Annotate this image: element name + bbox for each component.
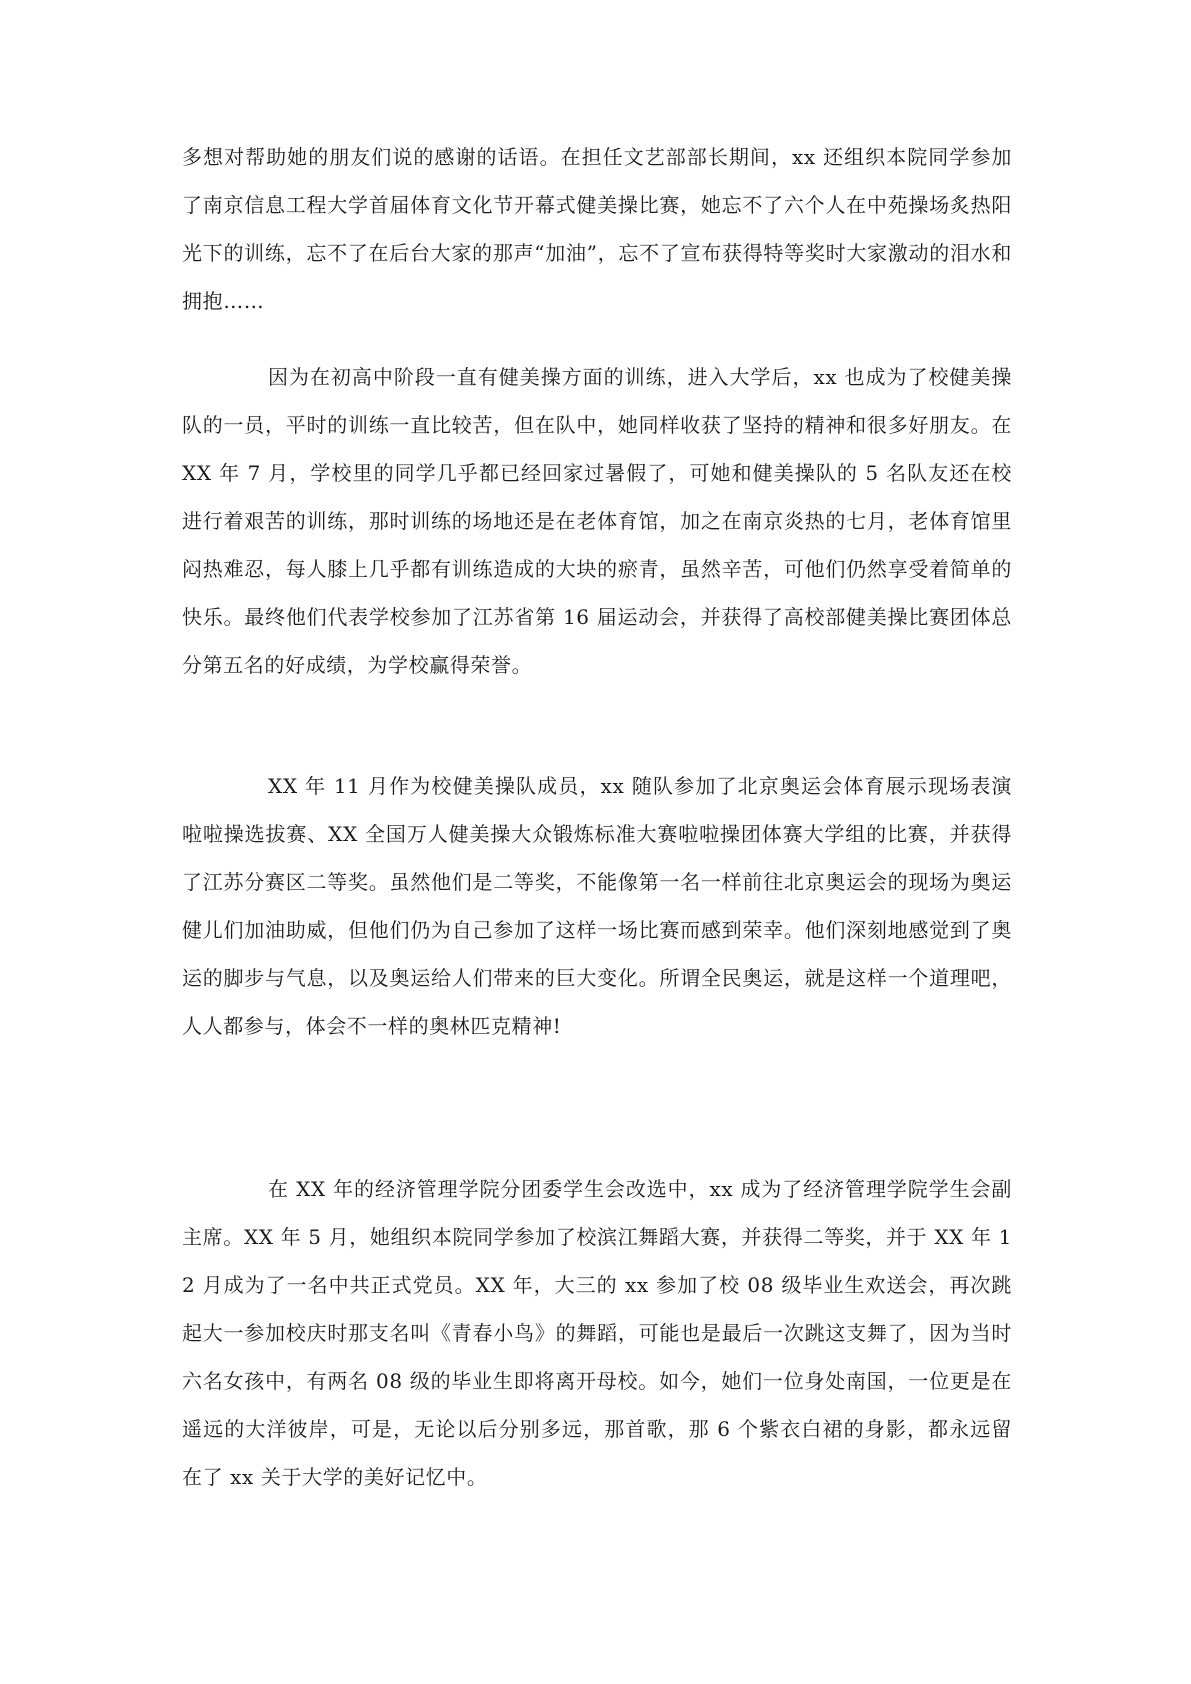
document-page xyxy=(182,0,1012,1684)
paragraph-3: XX 年 11 月作为校健美操队成员，xx 随队参加了北京奥运会体育展示现场表演啦啦操选拔赛、XX 全国万人健美操大众锻炼标准大赛啦啦操团体赛大学组的比赛，并获得了江苏分赛区二等奖。虽然他们是二等奖，不能像第一名一样前往北京奥运会的现场为奥运健儿们加油助威，但他们仍为自己参加了这样一场比赛而感到荣幸。他们深刻地感觉到了奥运的脚步与气息，以及奥运给人们带来的巨大变化。所谓全民奥运，就是这样一个道理吧，人人都参与，体会不一样的奥林匹克精神! xyxy=(182,774,1012,1038)
paragraph-1: 多想对帮助她的朋友们说的感谢的话语。在担任文艺部部长期间，xx 还组织本院同学参加了南京信息工程大学首届体育文化节开幕式健美操比赛，她忘不了六个人在中苑操场炙热阳光下的训练，忘不了在后台大家的那声“加油”，忘不了宣布获得特等奖时大家激动的泪水和拥抱…… xyxy=(182,145,1012,313)
paragraph-2: 因为在初高中阶段一直有健美操方面的训练，进入大学后，xx 也成为了校健美操队的一员，平时的训练一直比较苦，但在队中，她同样收获了坚持的精神和很多好朋友。在 XX 年 7 月，学校里的同学几乎都已经回家过暑假了，可她和健美操队的 5 名队友还在校进行着艰苦的训练，那时训练的场地还是在老体育馆，加之在南京炎热的七月，老体育馆里闷热难忍，每人膝上几乎都有训练造成的大块的瘀青，虽然辛苦，可他们仍然享受着简单的快乐。最终他们代表学校参加了江苏省第 16 届运动会，并获得了高校部健美操比赛团体总分第五名的好成绩，为学校赢得荣誉。 xyxy=(182,365,1012,677)
paragraph-4: 在 XX 年的经济管理学院分团委学生会改选中，xx 成为了经济管理学院学生会副主席。XX 年 5 月，她组织本院同学参加了校滨江舞蹈大赛，并获得二等奖，并于 XX 年 12 月成为了一名中共正式党员。XX 年，大三的 xx 参加了校 08 级毕业生欢送会，再次跳起大一参加校庆时那支名叫《青春小鸟》的舞蹈，可能也是最后一次跳这支舞了，因为当时六名女孩中，有两名 08 级的毕业生即将离开母校。如今，她们一位身处南国，一位更是在遥远的大洋彼岸，可是，无论以后分别多远，那首歌，那 6 个紫衣白裙的身影，都永远留在了 xx 关于大学的美好记忆中。 xyxy=(182,1177,1012,1489)
